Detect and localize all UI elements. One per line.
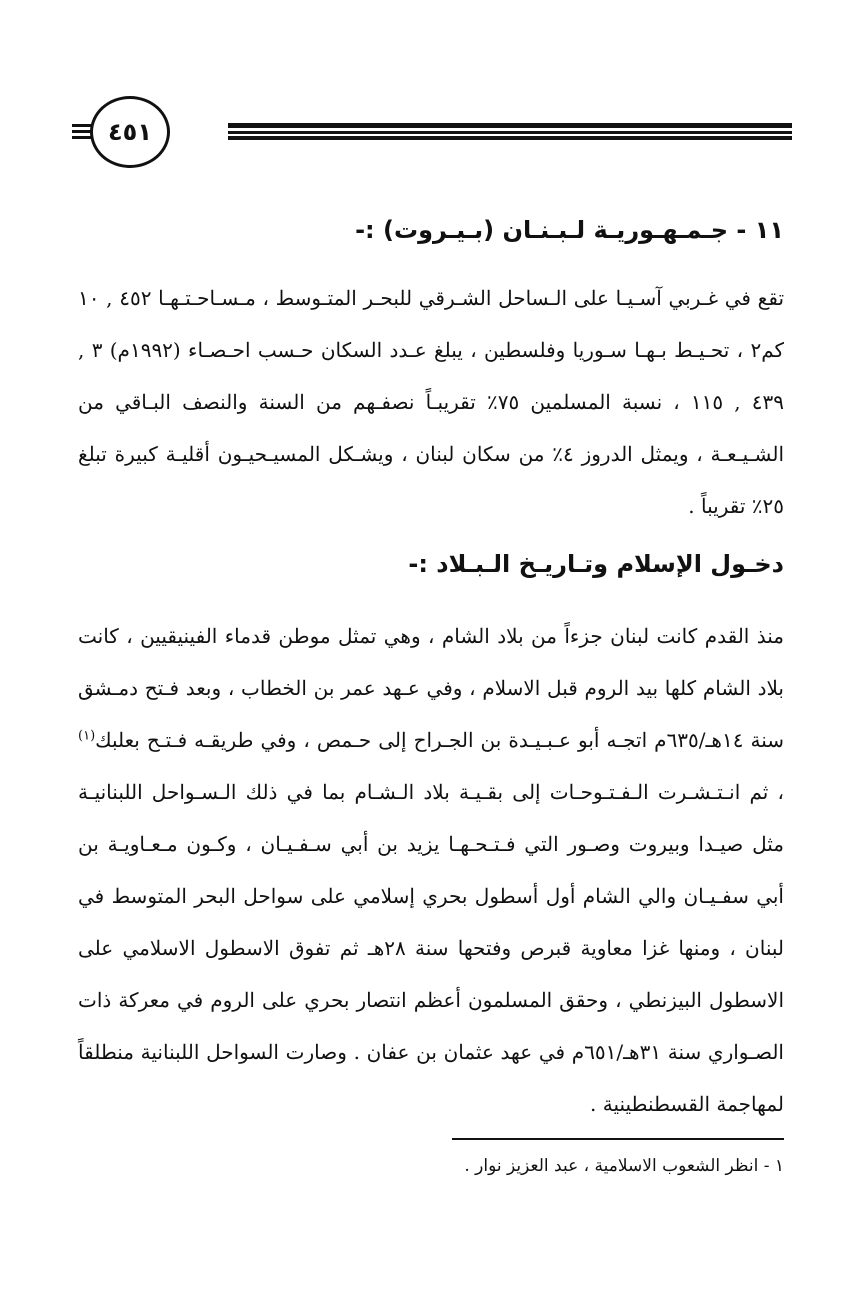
history-text-part-2: ، ثم انـتـشـرت الـفـتـوحـات إلى بقـيـة بلاد الـشـام بما في ذلك الـسـواحل اللبنانيـة مثل صيـدا وبيروت وصـور التي فـتـحـهـا يزيد بن أبي سـفـيـان ، وكـون مـعـاويـة بن أبي سفـيـان والي الشام أول أسطول بحري إسلامي على سواحل البحر المتوسط في لبنان ، ومنها غزا معاوية قبرص وفتحها سنة ٢٨هـ ثم تفوق الاسطول الاسلامي على الاسطول البيزنطي ، وحقق المسلمون أعظم انتصار بحري على الروم في معركة ذات الصـواري سنة ٣١هـ/٦٥١م في عهد عثمان بن عفان . وصارت السواحل اللبنانية منطلقاً لمهاجمة القسطنطينية . [78, 780, 784, 1116]
header-line [228, 123, 792, 128]
section-heading-lebanon: ١١ - جـمـهـوريـة لـبـنـان (بـيـروت) :- [355, 216, 784, 244]
footnote-text: ١ - انظر الشعوب الاسلامية ، عبد العزيز نوار . [464, 1156, 784, 1176]
section-heading-history: دخـول الإسلام وتـاريـخ الـبـلاد :- [408, 550, 784, 578]
header-line [228, 131, 792, 134]
page-number: ٤٥١ [90, 96, 170, 168]
paragraph-overview: تقع في غـربي آسـيـا على الـساحل الشـرقي للبحـر المتـوسط ، مـسـاحـتـهـا ٤٥٢ , ١٠ كم٢ ، تحـيـط بـهـا سـوريا وفلسطين ، يبلغ عـدد السكان حـسب احـصـاء (١٩٩٢م) ٣ , ٤٣٩ , ١١٥ ، نسبة المسلمين ٧٥٪ تقريبـاً نصفـهم من السنة والنصف البـاقي من الشـيـعـة ، ويمثل الدروز ٤٪ من سكان لبنان ، ويشـكل المسيـحيـون أقليـة كبيرة تبلغ ٢٥٪ تقريباً . [78, 286, 785, 518]
history-text-part-1: منذ القدم كانت لبنان جزءاً من بلاد الشام ، وهي تمثل موطن قدماء الفينيقيين ، كانت بلاد الشام كلها بيد الروم قبل الاسلام ، وفي عـهد عمر بن الخطاب ، وبعد فـتح دمـشق سنة ١٤هـ/٦٣٥م اتجـه أبو عـبـيـدة بن الجـراح إلى حـمص ، وفي طريقـه فـتـح بعلبك [78, 624, 785, 752]
paragraph-history [78, 610, 784, 1130]
header-line [228, 136, 792, 140]
footnote-separator [452, 1138, 784, 1140]
page-header-rule [72, 120, 792, 142]
footnote-reference[interactable]: (١) [78, 728, 96, 744]
